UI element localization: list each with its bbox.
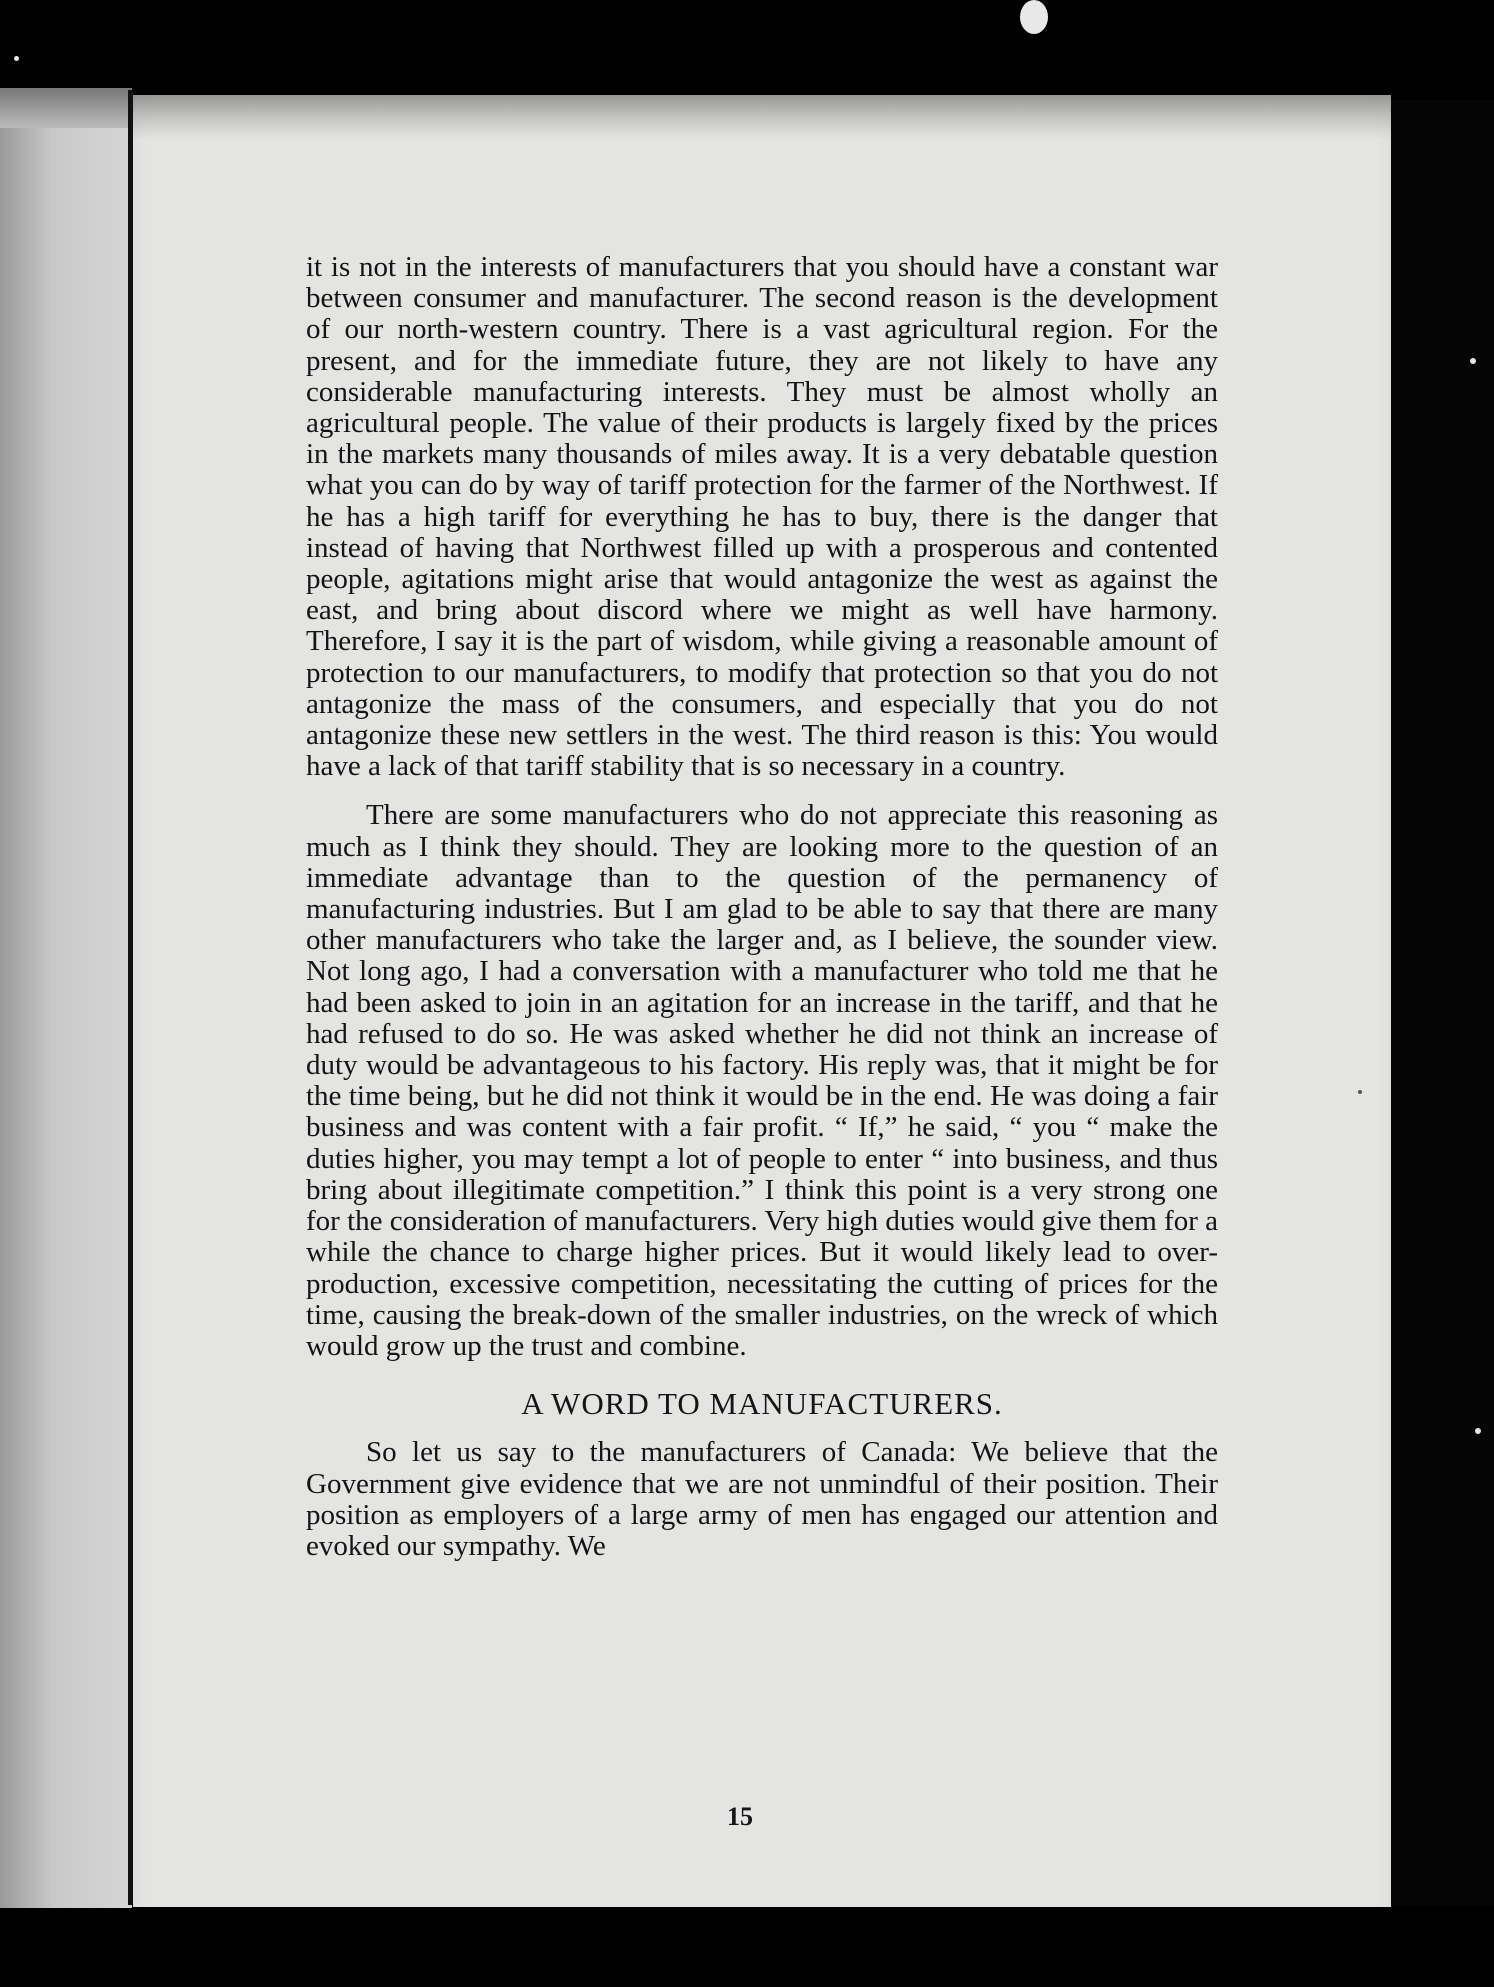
scan-border-right xyxy=(1391,100,1494,1905)
scan-speck xyxy=(1470,358,1476,364)
scan-speck xyxy=(1020,0,1048,34)
scan-speck xyxy=(1475,1428,1481,1434)
page-number: 15 xyxy=(727,1802,753,1831)
page-top-shadow xyxy=(133,95,1391,140)
scan-speck xyxy=(1358,1090,1362,1094)
section-heading: A WORD TO MANUFACTURERS. xyxy=(521,1386,1003,1422)
paragraph-continued: it is not in the interests of manufacturers that you should have a constant war between consumer and manufacturer. The second reason is the development of our north-western country. There is a vast agricultural region. For the present, and for the immediate future, they are not likely to have any considerable manufacturing interests. They must be almost wholly an agricultural people. The value of their products is largely fixed by the prices in the markets many thousands of miles away. It is a very debatable question what you can do by way of tariff protection for the farmer of the Northwest. If he has a high tariff for everything he has to buy, there is the danger that instead of having that Northwest filled up with a prosperous and contented people, agitations might arise that would antagonize the west as against the east, and bring about discord where we might as well have harmony. Therefore, I say it is the part of wisdom, while giving a reasonable amount of protection to our manufacturers, to modify that protection so that you do not antagonize the mass of the consumers, and especially that you do not antagonize these new settlers in the west. The third reason is this: You would have a lack of that tariff stability that is so necessary in a country. xyxy=(306,251,1218,783)
paragraph: There are some manufacturers who do not appreciate this reasoning as much as I think they should. They are looking more to the question of an immediate advantage than to the question of the permanency of manufacturing industries. But I am glad to be able to say that there are many other manufacturers who take the larger and, as I believe, the sounder view. Not long ago, I had a conversation with a manufacturer who told me that he had been asked to join in an agitation for an increase in the tariff, and that he had refused to do so. He was asked whether he did not think an increase of duty would be advantageous to his factory. His reply was, that it might be for the time being, but he did not think it would be in the end. He was doing a fair business and was content with a fair profit. “ If,” he said, “ you “ make the duties higher, you may tempt a lot of people to enter “ into business, and thus bring about illegitimate competition.” I think this point is a very strong one for the consideration of manufacturers. Very high duties would give them for a while the chance to charge higher prices. But it would likely lead to over-production, excessive competition, necessitating the cutting of prices for the time, causing the break-down of the smaller industries, on the wreck of which would grow up the trust and combine. xyxy=(306,799,1218,1362)
paragraph: So let us say to the manufacturers of Canada: We believe that the Government give evidence that we are not unmindful of their position. Their position as employers of a large army of men has engaged our attention and evoked our sympathy. We xyxy=(306,1436,1218,1562)
scan-speck xyxy=(14,56,19,61)
left-page-fragment xyxy=(0,88,132,1908)
left-page-top-edge xyxy=(0,88,132,128)
page-text xyxy=(306,252,1218,1562)
